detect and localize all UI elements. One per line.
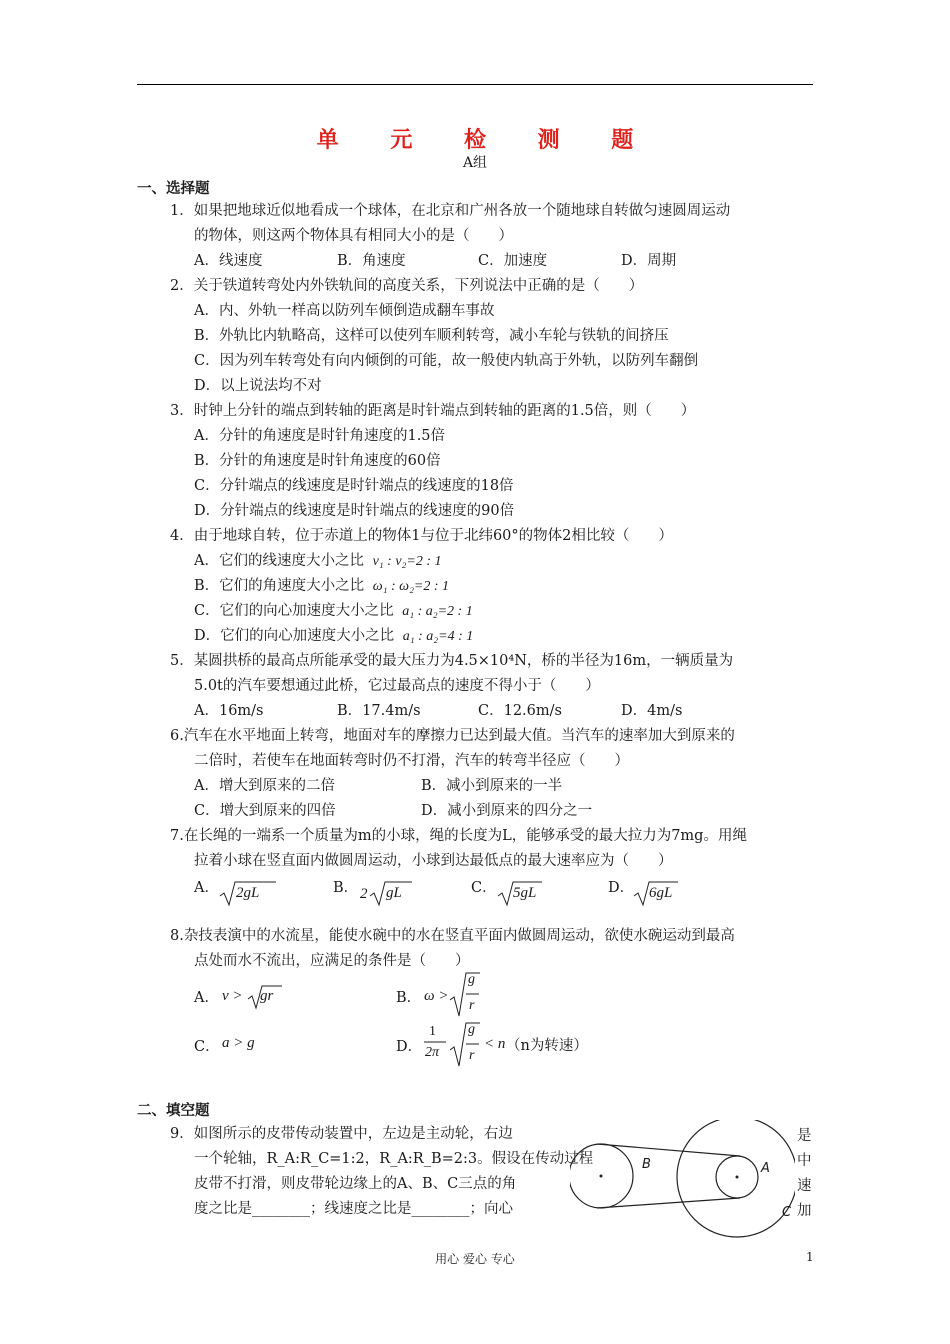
q4-option-d-text: D．它们的向心加速度大小之比	[194, 628, 395, 644]
q1-option-c: C．加速度	[478, 253, 548, 269]
q9-stem-line4: 度之比是________；线速度之比是________；向心	[194, 1201, 513, 1217]
q5-option-a: A．16m/s	[194, 703, 264, 719]
diagram-label-b: B	[642, 1157, 651, 1172]
q8-option-d-twopi: 2π	[425, 1045, 440, 1060]
axle-center	[736, 1176, 739, 1179]
q2-option-b: B．外轨比内轨略高，这样可以使列车顺利转弯，减小车轮与铁轨的间挤压	[194, 328, 669, 344]
q1-option-d: D．周期	[621, 253, 677, 269]
q4-option-b-text: B．它们的角速度大小之比	[194, 578, 365, 594]
q8-option-d-denominator: r	[469, 1048, 475, 1063]
diagram-label-c: C	[782, 1205, 792, 1220]
belt-drive-diagram	[570, 1120, 795, 1240]
q5-option-c: C．12.6m/s	[478, 703, 562, 719]
q4-option-c-text: C．它们的向心加速度大小之比	[194, 603, 394, 619]
q7-option-c-label: C．	[471, 880, 497, 896]
q8-option-c-expr: a > g	[222, 1035, 255, 1051]
q5-option-d: D．4m/s	[621, 703, 683, 719]
q8-option-d-label: D．	[396, 1039, 423, 1055]
q9-wrap-char-2: 中	[797, 1153, 812, 1169]
q8-option-c-label: C．	[194, 1039, 220, 1055]
q7-option-a	[194, 878, 219, 898]
q4-stem: 4．由于地球自转，位于赤道上的物体1与位于北纬60°的物体2相比较（ ）	[170, 528, 673, 544]
header-rule	[137, 84, 813, 85]
q8-option-d-fraction-bar	[424, 1041, 448, 1043]
q3-stem: 3．时钟上分针的端点到转轴的距离是时针端点到转轴的距离的1.5倍，则（ ）	[170, 403, 696, 419]
q8-option-d-note: （n为转速）	[506, 1038, 588, 1054]
q1-stem-line1: 1．如果把地球近似地看成一个球体，在北京和广州各放一个随地球自转做匀速圆周运动	[170, 203, 731, 219]
q3-option-d: D．分针端点的线速度是时针端点的线速度的90倍	[194, 503, 515, 519]
q4-option-d-formula: a₁ : a₂=4 : 1	[402, 629, 474, 644]
page-title: 单 元 检 测 题	[316, 127, 656, 153]
q2-option-c: C．因为列车转弯处有向内倾倒的可能，故一般使内轨高于外轨，以防列车翻倒	[194, 353, 699, 369]
q3-option-c: C．分针端点的线速度是时针端点的线速度的18倍	[194, 478, 514, 494]
section-choice-heading: 一、选择题	[137, 181, 210, 197]
belt-top	[597, 1144, 740, 1156]
q4-option-a-text: A．它们的线速度大小之比	[194, 553, 364, 569]
q4-option-a	[194, 551, 442, 572]
diagram-label-a: A	[761, 1161, 770, 1176]
section-fill-heading: 二、填空题	[137, 1103, 210, 1119]
q9-wrap-char-1: 是	[797, 1128, 812, 1144]
q8-option-a-radicand: gr	[260, 988, 274, 1004]
page-subtitle: A组	[462, 155, 488, 171]
q4-option-c-formula: a₁ : a₂=2 : 1	[402, 604, 473, 619]
q8-option-b-label: B．	[396, 990, 422, 1006]
q8-option-b-numerator: g	[468, 972, 475, 987]
q6-option-d: D．减小到原来的四分之一	[421, 803, 593, 819]
page-number: 1	[806, 1250, 814, 1264]
q6-stem-line2: 二倍时，若使车在地面转弯时仍不打滑，汽车的转弯半径应（ ）	[194, 753, 629, 769]
q2-stem: 2．关于铁道转弯处内外铁轨间的高度关系，下列说法中正确的是（ ）	[170, 278, 644, 294]
q1-option-b: B．角速度	[337, 253, 406, 269]
q8-option-b-denominator: r	[469, 998, 475, 1013]
q6-stem-line1: 6.汽车在水平地面上转弯，地面对车的摩擦力已达到最大值。当汽车的速率加大到原来的	[170, 728, 735, 744]
q8-option-d-one: 1	[429, 1024, 436, 1039]
q8-option-b-sqrt-icon	[448, 970, 482, 1020]
q4-option-d	[194, 626, 473, 647]
q7-option-b-coef: 2	[360, 886, 368, 902]
q8-option-a-lhs: v >	[222, 988, 243, 1004]
q3-option-b: B．分针的角速度是时针角速度的60倍	[194, 453, 441, 469]
q5-stem-line2: 5.0t的汽车要想通过此桥，它过最高点的速度不得小于（ ）	[194, 678, 600, 694]
q7-option-d-value: 6gL	[649, 885, 673, 901]
q8-stem-line2: 点处而水不流出，应满足的条件是（ ）	[194, 953, 470, 969]
q6-option-a: A．增大到原来的二倍	[194, 778, 335, 794]
q6-option-b: B．减小到原来的一半	[421, 778, 563, 794]
q9-stem-line2: 一个轮轴，R_A:R_C=1:2，R_A:R_B=2:3。假设在传动过程	[194, 1151, 594, 1167]
q7-stem-line2: 拉着小球在竖直面内做圆周运动，小球到达最低点的最大速率应为（ ）	[194, 853, 673, 869]
q7-option-b-label: B．	[333, 880, 359, 896]
q5-option-b: B．17.4m/s	[337, 703, 421, 719]
q7-option-a-label: A．	[194, 880, 219, 896]
q8-stem-line1: 8.杂技表演中的水流星，能使水碗中的水在竖直平面内做圆周运动，欲使水碗运动到最高	[170, 928, 735, 944]
q8-option-d-sqrt-icon	[448, 1020, 482, 1070]
q8-option-a-label: A．	[194, 990, 219, 1006]
q4-option-b	[194, 576, 449, 597]
q1-stem-line2: 的物体，则这两个物体具有相同大小的是（ ）	[194, 228, 513, 244]
q4-option-b-formula: ω₁ : ω₂=2 : 1	[372, 579, 450, 594]
q1-option-a: A．线速度	[194, 253, 263, 269]
q7-stem-line1: 7.在长绳的一端系一个质量为m的小球，绳的长度为L，能够承受的最大拉力为7mg。用绳	[170, 828, 747, 844]
q7-option-a-value: 2gL	[236, 885, 260, 901]
q2-option-a: A．内、外轨一样高以防列车倾倒造成翻车事故	[194, 303, 495, 319]
q3-option-a: A．分针的角速度是时针角速度的1.5倍	[194, 428, 446, 444]
q9-stem-line1: 9．如图所示的皮带传动装置中，左边是主动轮，右边	[170, 1126, 513, 1142]
q8-option-d-numerator: g	[468, 1022, 475, 1037]
page-footer: 用心 爱心 专心	[435, 1252, 515, 1266]
q8-option-b-lhs: ω >	[424, 988, 449, 1004]
q8-option-d-rhs: < n	[484, 1036, 506, 1052]
q2-option-d: D．以上说法均不对	[194, 378, 322, 394]
q5-stem-line1: 5．某圆拱桥的最高点所能承受的最大压力为4.5×10⁴N，桥的半径为16m，一辆质量为	[170, 653, 734, 669]
q4-option-a-formula: v₁ : v₂=2 : 1	[372, 554, 442, 569]
q7-option-d-label: D．	[608, 880, 635, 896]
q6-option-c: C．增大到原来的四倍	[194, 803, 336, 819]
driving-wheel-center	[600, 1175, 603, 1178]
axle-outer-wheel	[677, 1120, 795, 1237]
q9-wrap-char-4: 加	[797, 1203, 812, 1219]
q9-stem-line3: 皮带不打滑，则皮带轮边缘上的A、B、C三点的角	[194, 1176, 517, 1192]
q7-option-c-value: 5gL	[513, 885, 537, 901]
q7-option-b-value: gL	[386, 885, 402, 901]
q9-wrap-char-3: 速	[797, 1178, 812, 1194]
q4-option-c	[194, 601, 473, 622]
